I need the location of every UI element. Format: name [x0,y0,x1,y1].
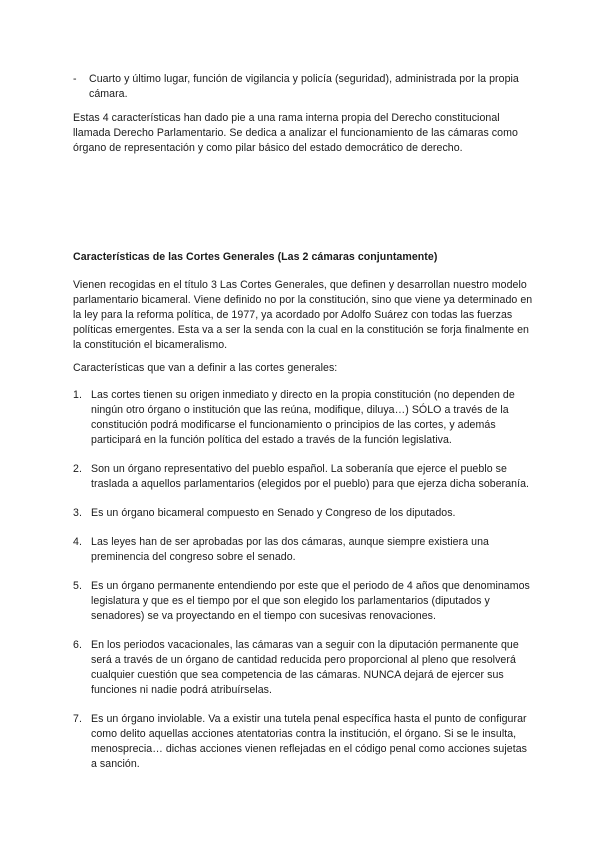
dash-marker: - [73,73,77,85]
section-heading: Características de las Cortes Generales (Las 2 cámaras conjuntamente) [73,251,438,263]
list-item-number: 2. [73,463,82,475]
list-item-text: Es un órgano bicameral compuesto en Senado y Congreso de los diputados. [91,507,456,519]
list-item-text: En los periodos vacacionales, las cámaras van a seguir con la diputación permanente que será a través de un órgano de cantidad reducida pero proporcional al pleno que resolverá cualquier cuestión que sea competencia de las cámaras. NUNCA dejará de ejercer sus funciones ni nadie podrá atribuírselas. [91,639,519,696]
list-item-number: 7. [73,713,82,725]
list-intro: Características que van a definir a las cortes generales: [73,362,338,374]
list-item-text: Las cortes tienen su origen inmediato y directo en la propia constitución (no dependen de ningún otro órgano o institución que las reúna, modifique, diluya…) SÓLO a través de la constitución podrá modificarse el funcionamiento o principios de las cortes, y además participará en la función política del estado a través de la función legislativa. [91,389,515,446]
list-item-number: 3. [73,507,82,519]
dash-list-item [73,72,543,102]
characteristics-list [73,388,533,786]
list-item [73,638,533,698]
intro-paragraph: Estas 4 características han dado pie a una rama interna propia del Derecho constitucional llamada Derecho Parlamentario. Se dedica a analizar el funcionamiento de las cámaras como órgano de representación y como pilar básico del estado democrático de derecho. [73,112,518,154]
dash-item-text: Cuarto y último lugar, función de vigilancia y policía (seguridad), administrada por la propia cámara. [89,73,519,100]
section-paragraph: Vienen recogidas en el título 3 Las Cortes Generales, que definen y desarrollan nuestro modelo parlamentario bicameral. Viene definido no por la constitución, sino que viene ya determinado en la ley para la reforma política, de 1977, ya acordado por Adolfo Suárez con todas las fuerzas políticas emergentes. Esta va a ser la senda con la cual en la constitución se forja finalmente en la constitución el bicameralismo. [73,279,533,351]
list-item-text: Es un órgano inviolable. Va a existir una tutela penal específica hasta el punto de configurar como delito aquellas acciones atentatorias contra la institución, el órgano. Si se le insulta, menosprecia… dichas acciones vienen reflejadas en el código penal como acciones sujetas a sanción. [91,713,528,770]
list-item [73,579,533,624]
list-item-text: Las leyes han de ser aprobadas por las dos cámaras, aunque siempre existiera una preminencia del congreso sobre el senado. [91,536,489,563]
list-item-number: 6. [73,639,82,651]
list-item-number: 5. [73,580,82,592]
list-item [73,506,533,521]
list-item-number: 1. [73,389,82,401]
list-item [73,462,533,492]
list-item-text: Es un órgano permanente entendiendo por este que el periodo de 4 años que denominamos legislatura y que es el tiempo por el que son elegido los parlamentarios (diputados y senadores) se va proyectando en el tiempo con sucesivas renovaciones. [91,580,530,622]
list-item-text: Son un órgano representativo del pueblo español. La soberanía que ejerce el pueblo se traslada a aquellos parlamentarios (elegidos por el pueblo) para que ejerza dicha soberanía. [91,463,530,490]
list-item [73,712,533,772]
list-item [73,535,533,565]
list-item [73,388,533,448]
list-item-number: 4. [73,536,82,548]
